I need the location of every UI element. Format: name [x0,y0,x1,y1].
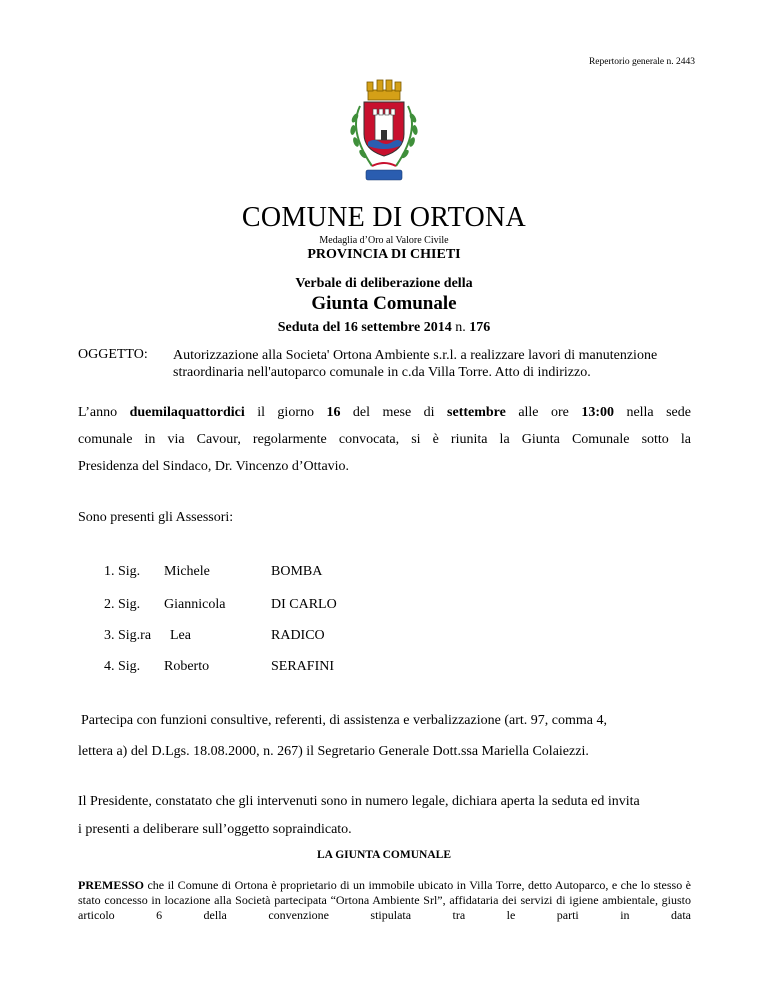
intro-line-2: comunale in via Cavour, regolarmente convocata, si è riunita la Giunta Comunale sotto la [78,432,691,447]
intro-text: del mese di [340,405,448,420]
assessore-title: 1. Sig. [104,564,141,579]
mese-value: settembre [447,405,506,420]
repertorio-number: Repertorio generale n. 2443 [588,57,695,67]
seduta-n-label: n. [455,320,470,335]
list-item [104,659,404,677]
presidente-line-1: Il Presidente, constatato che gli intervenuti sono in numero legale, dichiara aperta la seduta ed invita [78,794,640,809]
assessore-title: 2. Sig. [104,597,141,612]
intro-line-1 [78,405,691,421]
assessore-first-name: Roberto [164,659,210,674]
presidente-line-2: i presenti a deliberare sull’oggetto sopraindicato. [78,822,352,837]
seduta-line [0,320,768,336]
page-title: COMUNE DI ORTONA [241,202,527,233]
assessore-last-name: RADICO [271,628,325,643]
giorno-value: 16 [326,405,341,420]
list-item [104,628,404,646]
coat-of-arms-icon [338,76,430,186]
province-heading: PROVINCIA DI CHIETI [307,247,461,262]
assessore-first-name: Giannicola [164,597,226,612]
ore-value: 13:00 [581,405,614,420]
intro-text: L’anno [78,405,130,420]
assessore-last-name: SERAFINI [271,659,335,674]
assessore-last-name: BOMBA [271,564,323,579]
intro-line-3: Presidenza del Sindaco, Dr. Vincenzo d’Ottavio. [78,459,350,474]
premesso-text: che il Comune di Ortona è proprietario di un immobile ubicato in Villa Torre, detto Autoparco, e che lo stesso è stato concesso in locazione alla Società partecipata “Ortona Ambiente Srl”, affidataria dei servizi di igiene ambientale, giusto articolo 6 della convenzione stipulata tra le parti in data [78,878,691,922]
premesso-label: PREMESSO [78,878,145,892]
medal-subtitle: Medaglia d’Oro al Valore Civile [319,235,449,246]
seduta-date: Seduta del 16 settembre 2014 [277,320,456,335]
section-heading: LA GIUNTA COMUNALE [317,849,451,861]
giunta-heading: Giunta Comunale [311,293,457,314]
assessore-title: 4. Sig. [104,659,141,674]
list-item [104,597,404,615]
assessore-first-name: Lea [170,628,191,643]
intro-text: il giorno [244,405,327,420]
premesso-paragraph [78,878,691,923]
assessori-heading: Sono presenti gli Assessori: [78,510,234,525]
partecipa-line-2: lettera a) del D.Lgs. 18.08.2000, n. 267) il Segretario Generale Dott.ssa Mariella Colaiezzi. [78,744,589,759]
seduta-number: 176 [469,320,491,335]
assessore-title: 3. Sig.ra [104,628,152,643]
oggetto-label: OGGETTO: [78,347,148,362]
anno-value: duemilaquattordici [129,405,245,420]
assessore-last-name: DI CARLO [271,597,337,612]
assessore-first-name: Michele [164,564,210,579]
oggetto-text: Autorizzazione alla Societa' Ortona Ambiente s.r.l. a realizzare lavori di manutenzione straordinaria nell'autoparco comunale in c.da Villa Torre. Atto di indirizzo. [173,348,658,380]
list-item [104,564,404,582]
intro-text: nella sede [613,405,691,420]
verbale-heading: Verbale di deliberazione della [295,276,473,291]
partecipa-line-1: Partecipa con funzioni consultive, referenti, di assistenza e verbalizzazione (art. 97, comma 4, [81,713,607,728]
intro-text: alle ore [505,405,582,420]
